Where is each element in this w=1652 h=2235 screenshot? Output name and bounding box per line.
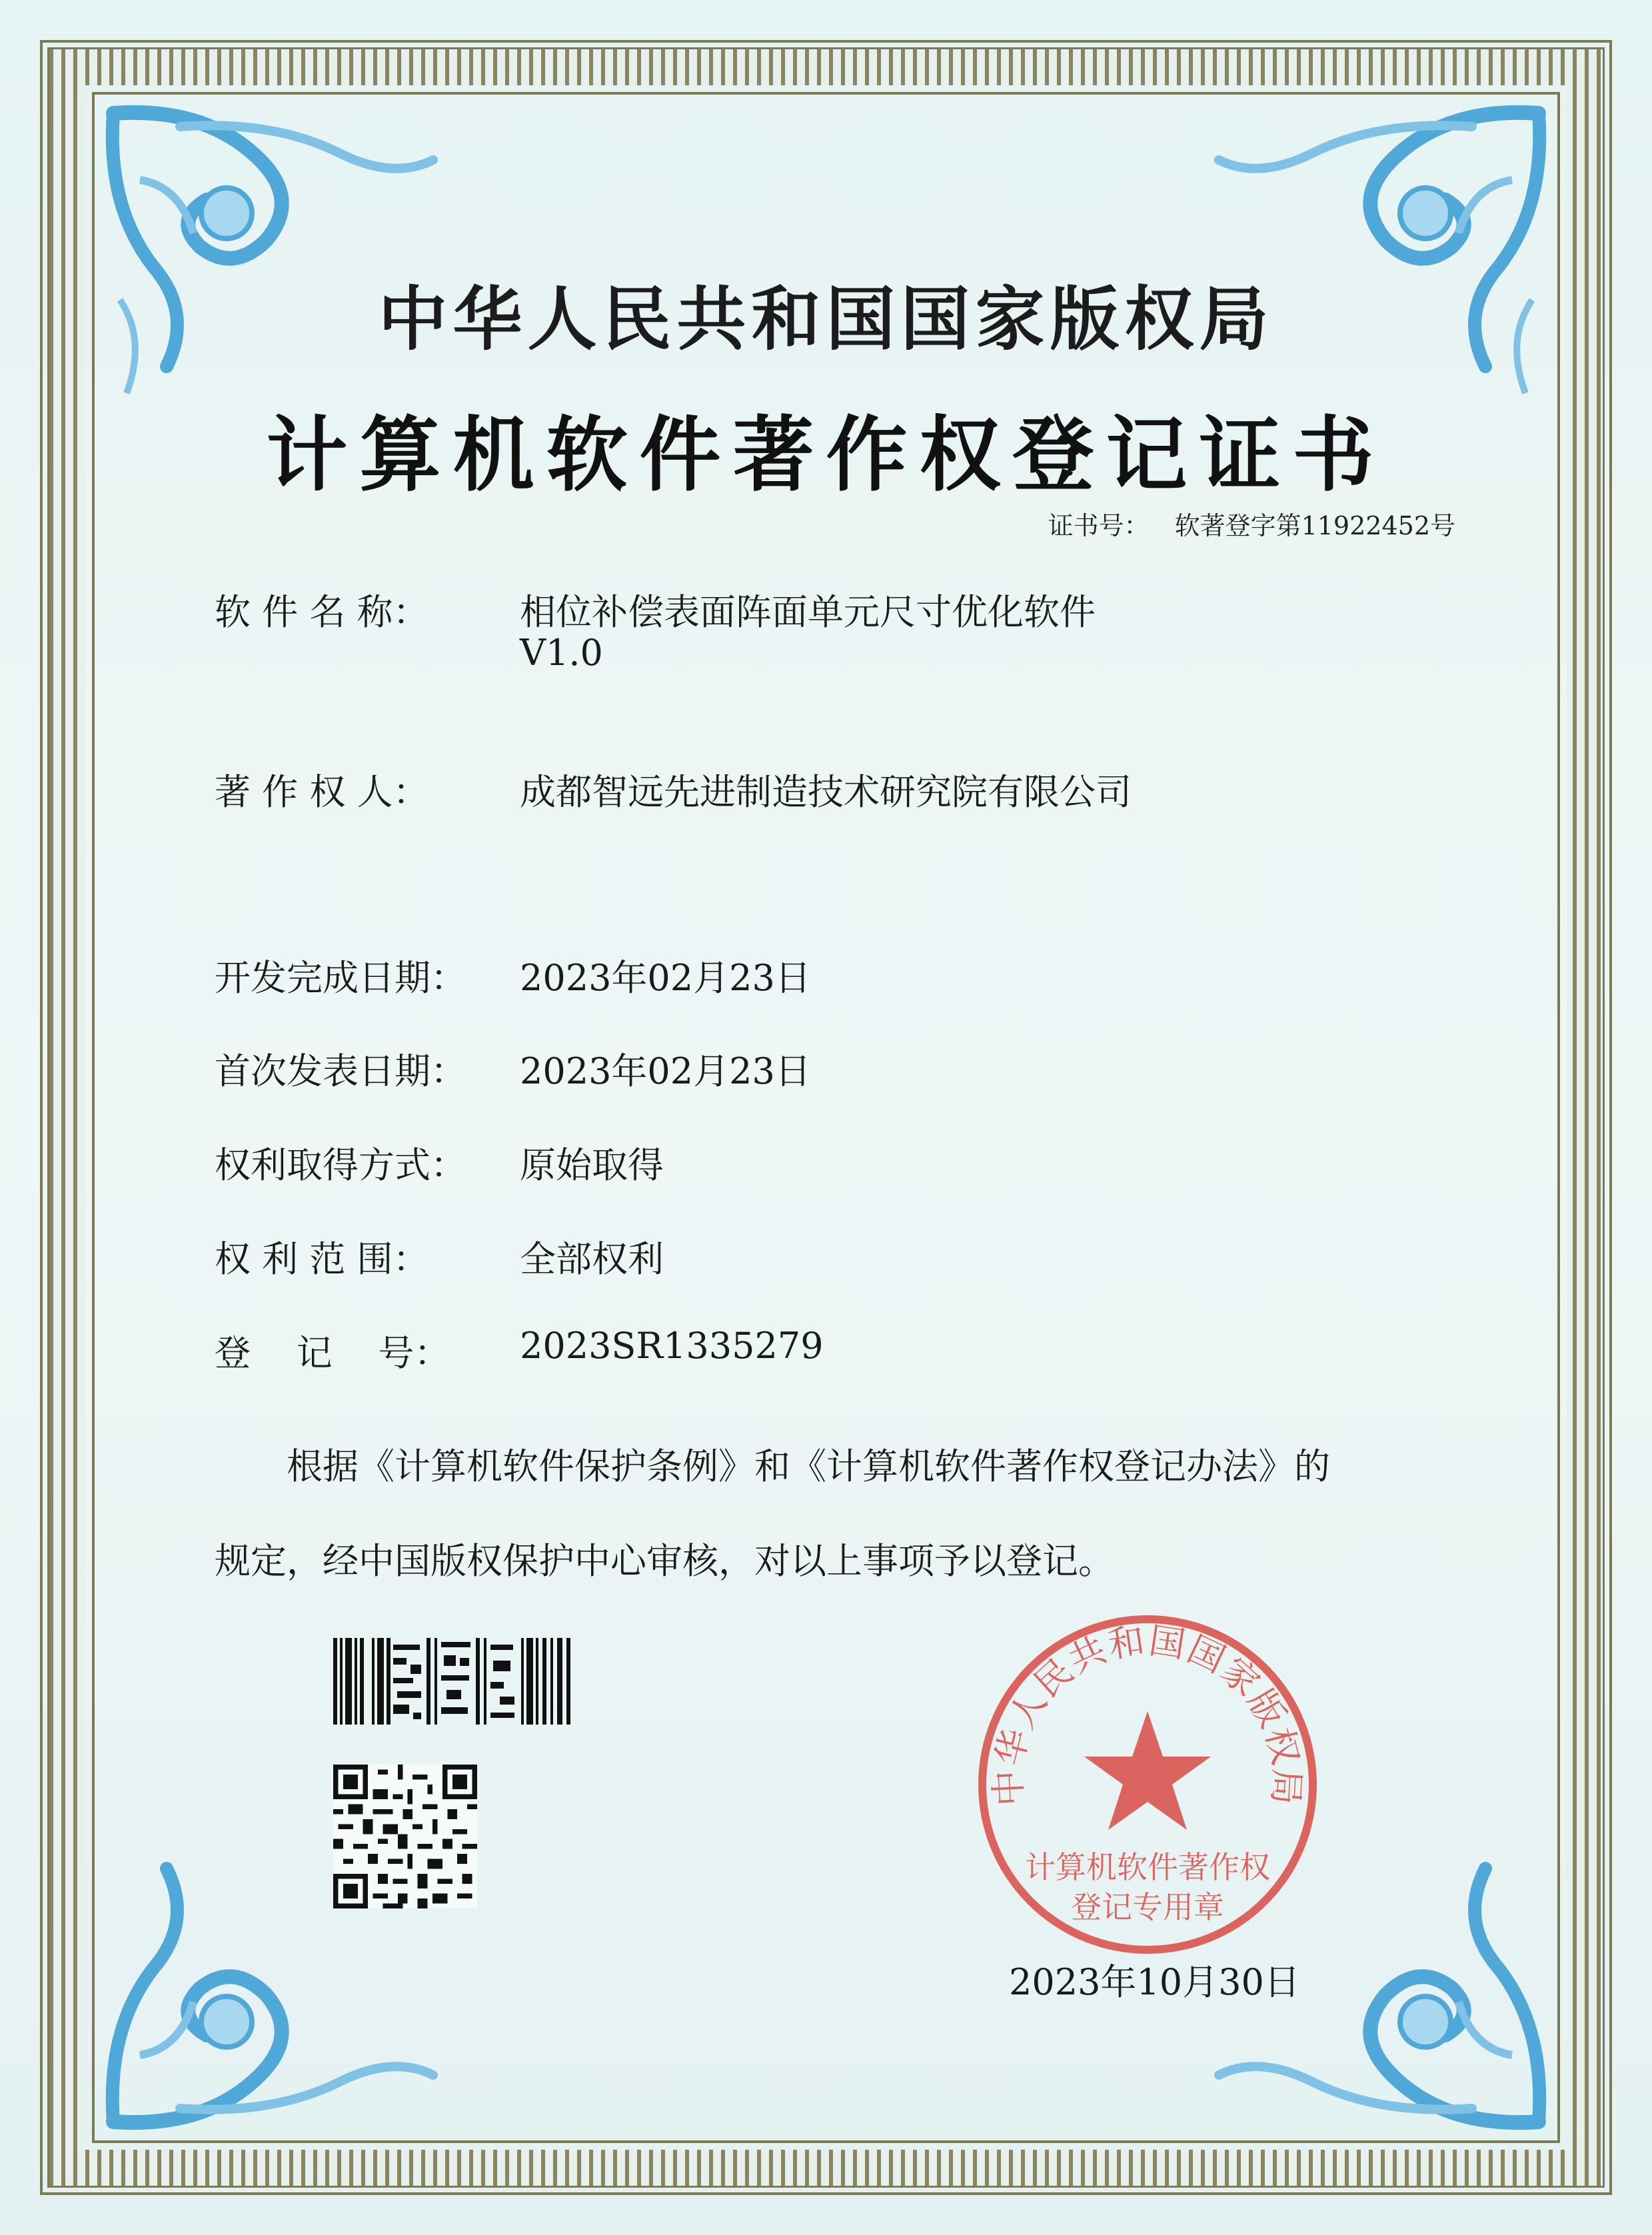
software-name-label: 软 件 名 称： <box>215 591 429 633</box>
certificate-number <box>1048 505 1455 542</box>
qr-code <box>333 1765 477 1908</box>
software-version: V1.0 <box>520 632 603 674</box>
seal-inner-line-2: 登记专用章 <box>1071 1889 1224 1925</box>
reg-no-value: 2023SR1335279 <box>520 1325 824 1367</box>
statement-line-1: 根据《计算机软件保护条例》和《计算机软件著作权登记办法》的 <box>287 1445 1330 1487</box>
barcode <box>333 1638 570 1725</box>
dev-date-value: 2023年02月23日 <box>520 957 811 999</box>
seal-inner-line-1: 计算机软件著作权 <box>1025 1849 1270 1885</box>
statement-line-2: 规定，经中国版权保护中心审核，对以上事项予以登记。 <box>215 1540 1114 1582</box>
pub-date-value: 2023年02月23日 <box>520 1050 811 1092</box>
owner-value: 成都智远先进制造技术研究院有限公司 <box>520 771 1132 813</box>
owner-label: 著 作 权 人： <box>215 771 429 813</box>
official-seal <box>974 1611 1321 1958</box>
software-name-value: 相位补偿表面阵面单元尺寸优化软件 <box>520 591 1096 633</box>
certificate-number-value: 软著登字第11922452号 <box>1174 511 1455 540</box>
certificate-title: 计算机软件著作权登记证书 <box>266 406 1386 502</box>
scope-label: 权 利 范 围： <box>215 1238 429 1280</box>
reg-no-label: 登 记 号： <box>215 1332 450 1374</box>
issuing-agency: 中华人民共和国国家版权局 <box>378 278 1274 360</box>
scope-value: 全部权利 <box>520 1238 664 1280</box>
seal-outer-text: 中华人民共和国国家版权局 <box>986 1619 1309 1807</box>
issue-date: 2023年10月30日 <box>1009 1961 1300 2003</box>
pub-date-label: 首次发表日期： <box>215 1050 466 1092</box>
dev-date-label: 开发完成日期： <box>215 957 466 999</box>
certificate-number-label: 证书号： <box>1048 511 1150 540</box>
acquire-value: 原始取得 <box>520 1144 664 1186</box>
acquire-label: 权利取得方式： <box>215 1144 466 1186</box>
